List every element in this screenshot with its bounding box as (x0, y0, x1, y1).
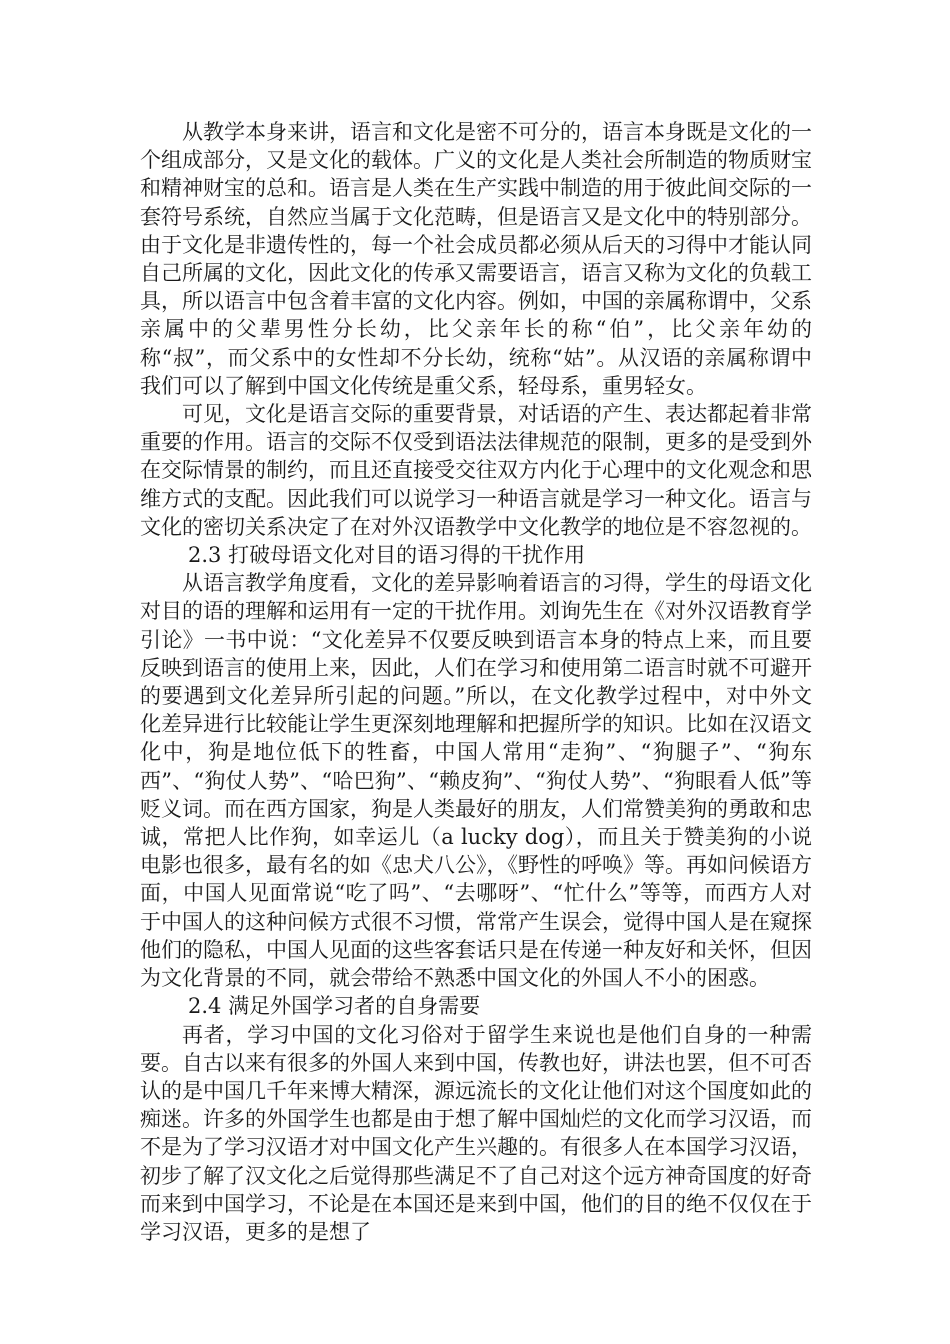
body-paragraph: 从教学本身来讲，语言和文化是密不可分的，语言本身既是文化的一个组成部分，又是文化的载体。广义的文化是人类社会所制造的物质财宝和精神财宝的总和。语言是人类在生产实践中制造的用于彼此间交际的一套符号系统，自然应当属于文化范畴，但是语言又是文化中的特别部分。由于文化是非遗传性的，每一个社会成员都必须从后天的习得中才能认同自己所属的文化，因此文化的传承又需要语言，语言又称为文化的负载工具，所以语言中包含着丰富的文化内容。例如，中国的亲属称谓中，父系亲属中的父辈男性分长幼，比父亲年长的称“伯”，比父亲年幼的称“叔”，而父系中的女性却不分长幼，统称“姑”。从汉语的亲属称谓中我们可以了解到中国文化传统是重父系，轻母系，重男轻女。 (140, 120, 812, 398)
body-paragraph: 可见，文化是语言交际的重要背景，对话语的产生、表达都起着非常重要的作用。语言的交际不仅受到语法法律规范的限制，更多的是受到外在交际情景的制约，而且还直接受交往双方内化于心理中的文化观念和思维方式的支配。因此我们可以说学习一种语言就是学习一种文化。语言与文化的密切关系决定了在对外汉语教学中文化教学的地位是不容忽视的。 (140, 402, 812, 539)
body-paragraph: 从语言教学角度看，文化的差异影响着语言的习得，学生的母语文化对目的语的理解和运用有一定的干扰作用。刘询先生在《对外汉语教育学引论》一书中说：“文化差异不仅要反映到语言本身的特点上来，而且要反映到语言的使用上来，因此，人们在学习和使用第二语言时就不可避开的要遇到文化差异所引起的问题。”所以，在文化教学过程中，对中外文化差异进行比较能让学生更深刻地理解和把握所学的知识。比如在汉语文化中，狗是地位低下的牲畜，中国人常用“走狗”、“狗腿子”、“狗东西”、“狗仗人势”、“哈巴狗”、“赖皮狗”、“狗仗人势”、“狗眼看人低”等贬义词。而在西方国家，狗是人类最好的朋友，人们常赞美狗的勇敢和忠诚，常把人比作狗，如幸运儿（a lucky dog），而且关于赞美狗的小说电影也很多，最有名的如《忠犬八公》，《野性的呼唤》等。再如问候语方面，中国人见面常说“吃了吗”、“去哪呀”、“忙什么”等等，而西方人对于中国人的这种问候方式很不习惯，常常产生误会，觉得中国人是在窥探他们的隐私，中国人见面的这些客套话只是在传递一种友好和关怀，但因为文化背景的不同，就会带给不熟悉中国文化的外国人不小的困惑。 (140, 571, 812, 991)
section-heading: 2.3 打破母语文化对目的语习得的干扰作用 (188, 543, 586, 568)
document-page (140, 118, 812, 1246)
body-paragraph: 再者，学习中国的文化习俗对于留学生来说也是他们自身的一种需要。自古以来有很多的外国人来到中国，传教也好，讲法也罢，但不可否认的是中国几千年来博大精深，源远流长的文化让他们对这个国度如此的痴迷。许多的外国学生也都是由于想了解中国灿烂的文化而学习汉语，而不是为了学习汉语才对中国文化产生兴趣的。有很多人在本国学习汉语，初步了解了汉文化之后觉得那些满足不了自己对这个远方神奇国度的好奇而来到中国学习，不论是在本国还是来到中国，他们的目的绝不仅仅在于学习汉语，更多的是想了 (140, 1022, 812, 1244)
section-heading: 2.4 满足外国学习者的自身需要 (188, 994, 481, 1019)
